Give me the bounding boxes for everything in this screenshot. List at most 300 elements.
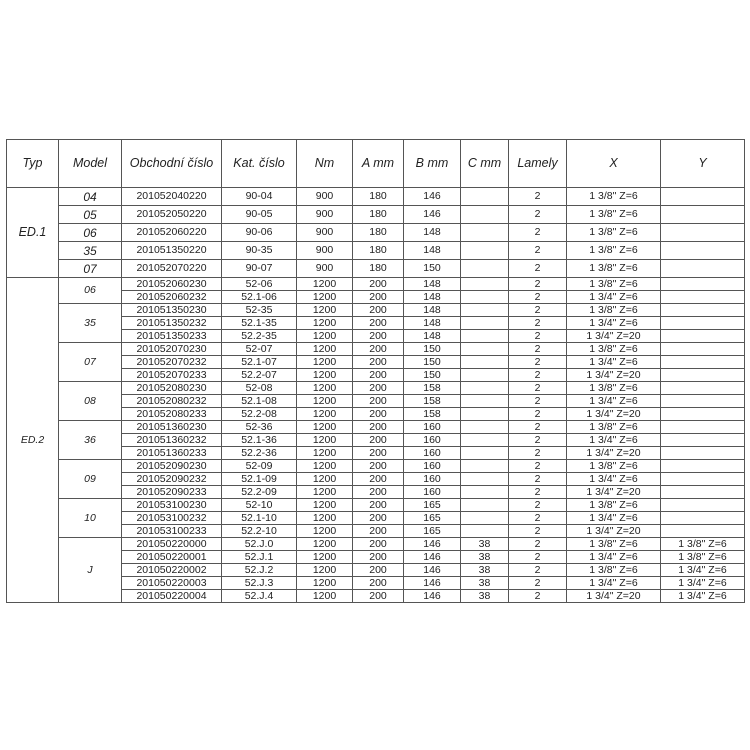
table-row	[7, 460, 745, 473]
cell-y	[661, 291, 745, 304]
header-model: Model	[59, 140, 122, 188]
cell-nm: 1200	[297, 512, 353, 525]
cell-x: 1 3/8" Z=6	[567, 304, 661, 317]
cell-c-mm	[461, 447, 509, 460]
cell-lamely: 2	[509, 447, 567, 460]
cell-obchodni-cislo: 201051360232	[122, 434, 222, 447]
cell-obchodni-cislo: 201052050220	[122, 206, 222, 224]
cell-kat-cislo: 52.1-07	[222, 356, 297, 369]
cell-lamely: 2	[509, 343, 567, 356]
model-cell: 36	[59, 421, 122, 460]
cell-kat-cislo: 52.2-35	[222, 330, 297, 343]
cell-a-mm: 200	[353, 551, 404, 564]
cell-x: 1 3/4" Z=20	[567, 330, 661, 343]
cell-b-mm: 160	[404, 473, 461, 486]
cell-x: 1 3/8" Z=6	[567, 278, 661, 291]
cell-nm: 1200	[297, 291, 353, 304]
cell-y	[661, 260, 745, 278]
cell-c-mm	[461, 499, 509, 512]
cell-a-mm: 200	[353, 421, 404, 434]
cell-y: 1 3/4" Z=6	[661, 577, 745, 590]
cell-y	[661, 304, 745, 317]
cell-c-mm	[461, 408, 509, 421]
cell-nm: 900	[297, 188, 353, 206]
cell-nm: 1200	[297, 499, 353, 512]
table-row	[7, 242, 745, 260]
cell-x: 1 3/4" Z=20	[567, 486, 661, 499]
cell-y	[661, 330, 745, 343]
cell-a-mm: 200	[353, 278, 404, 291]
cell-obchodni-cislo: 201051350233	[122, 330, 222, 343]
cell-y	[661, 460, 745, 473]
cell-y	[661, 382, 745, 395]
cell-a-mm: 200	[353, 369, 404, 382]
cell-b-mm: 146	[404, 551, 461, 564]
cell-nm: 1200	[297, 434, 353, 447]
cell-b-mm: 148	[404, 242, 461, 260]
cell-y	[661, 242, 745, 260]
cell-y: 1 3/8" Z=6	[661, 551, 745, 564]
cell-b-mm: 150	[404, 260, 461, 278]
cell-nm: 1200	[297, 525, 353, 538]
cell-nm: 1200	[297, 538, 353, 551]
header-b-mm: B mm	[404, 140, 461, 188]
cell-b-mm: 150	[404, 356, 461, 369]
table-row	[7, 421, 745, 434]
cell-obchodni-cislo: 201052090232	[122, 473, 222, 486]
cell-obchodni-cislo: 201052090233	[122, 486, 222, 499]
cell-lamely: 2	[509, 564, 567, 577]
cell-c-mm	[461, 434, 509, 447]
cell-lamely: 2	[509, 304, 567, 317]
cell-c-mm	[461, 395, 509, 408]
cell-lamely: 2	[509, 551, 567, 564]
cell-b-mm: 165	[404, 512, 461, 525]
table-row	[7, 499, 745, 512]
cell-b-mm: 158	[404, 408, 461, 421]
cell-b-mm: 146	[404, 564, 461, 577]
cell-y	[661, 369, 745, 382]
cell-b-mm: 148	[404, 291, 461, 304]
cell-kat-cislo: 52-35	[222, 304, 297, 317]
cell-a-mm: 180	[353, 188, 404, 206]
cell-obchodni-cislo: 201052080230	[122, 382, 222, 395]
model-cell: 35	[59, 304, 122, 343]
cell-c-mm	[461, 473, 509, 486]
cell-c-mm	[461, 356, 509, 369]
cell-a-mm: 200	[353, 395, 404, 408]
typ-cell: ED.2	[7, 278, 59, 603]
cell-obchodni-cislo: 201051360233	[122, 447, 222, 460]
cell-x: 1 3/4" Z=6	[567, 395, 661, 408]
cell-lamely: 2	[509, 330, 567, 343]
cell-lamely: 2	[509, 356, 567, 369]
cell-c-mm: 38	[461, 590, 509, 603]
cell-x: 1 3/4" Z=20	[567, 447, 661, 460]
cell-a-mm: 180	[353, 206, 404, 224]
cell-b-mm: 146	[404, 206, 461, 224]
cell-y	[661, 512, 745, 525]
cell-obchodni-cislo: 201050220000	[122, 538, 222, 551]
cell-x: 1 3/4" Z=20	[567, 590, 661, 603]
cell-x: 1 3/8" Z=6	[567, 242, 661, 260]
cell-y	[661, 343, 745, 356]
cell-lamely: 2	[509, 188, 567, 206]
cell-lamely: 2	[509, 421, 567, 434]
cell-x: 1 3/4" Z=6	[567, 291, 661, 304]
cell-a-mm: 200	[353, 590, 404, 603]
cell-lamely: 2	[509, 395, 567, 408]
model-cell: 06	[59, 224, 122, 242]
cell-y	[661, 473, 745, 486]
header-row	[7, 140, 745, 188]
spec-table-body	[7, 188, 745, 603]
cell-kat-cislo: 52.J.4	[222, 590, 297, 603]
cell-lamely: 2	[509, 369, 567, 382]
header-x: X	[567, 140, 661, 188]
model-cell: 05	[59, 206, 122, 224]
cell-b-mm: 148	[404, 304, 461, 317]
cell-obchodni-cislo: 201050220003	[122, 577, 222, 590]
cell-y	[661, 224, 745, 242]
cell-x: 1 3/4" Z=6	[567, 551, 661, 564]
cell-nm: 900	[297, 242, 353, 260]
cell-c-mm	[461, 525, 509, 538]
cell-nm: 1200	[297, 343, 353, 356]
cell-y: 1 3/4" Z=6	[661, 590, 745, 603]
cell-kat-cislo: 90-06	[222, 224, 297, 242]
table-row	[7, 304, 745, 317]
model-cell: 07	[59, 260, 122, 278]
cell-kat-cislo: 52.2-07	[222, 369, 297, 382]
cell-nm: 1200	[297, 382, 353, 395]
model-cell: 35	[59, 242, 122, 260]
cell-kat-cislo: 52.1-35	[222, 317, 297, 330]
cell-c-mm	[461, 304, 509, 317]
cell-lamely: 2	[509, 408, 567, 421]
cell-c-mm	[461, 460, 509, 473]
model-cell: 04	[59, 188, 122, 206]
cell-nm: 900	[297, 206, 353, 224]
cell-kat-cislo: 90-07	[222, 260, 297, 278]
table-row	[7, 206, 745, 224]
cell-kat-cislo: 52.2-10	[222, 525, 297, 538]
cell-nm: 1200	[297, 395, 353, 408]
cell-lamely: 2	[509, 382, 567, 395]
cell-x: 1 3/4" Z=6	[567, 356, 661, 369]
cell-lamely: 2	[509, 434, 567, 447]
cell-c-mm	[461, 330, 509, 343]
cell-x: 1 3/8" Z=6	[567, 421, 661, 434]
cell-kat-cislo: 52-10	[222, 499, 297, 512]
cell-kat-cislo: 52-07	[222, 343, 297, 356]
cell-b-mm: 148	[404, 330, 461, 343]
typ-cell: ED.1	[7, 188, 59, 278]
cell-a-mm: 200	[353, 499, 404, 512]
cell-x: 1 3/4" Z=20	[567, 369, 661, 382]
cell-a-mm: 200	[353, 408, 404, 421]
cell-obchodni-cislo: 201052060232	[122, 291, 222, 304]
cell-lamely: 2	[509, 499, 567, 512]
cell-kat-cislo: 52-06	[222, 278, 297, 291]
cell-y	[661, 447, 745, 460]
cell-obchodni-cislo: 201053100232	[122, 512, 222, 525]
header-y: Y	[661, 140, 745, 188]
cell-c-mm	[461, 278, 509, 291]
cell-nm: 900	[297, 224, 353, 242]
cell-a-mm: 200	[353, 512, 404, 525]
cell-a-mm: 200	[353, 447, 404, 460]
cell-a-mm: 180	[353, 242, 404, 260]
table-row	[7, 278, 745, 291]
cell-y	[661, 278, 745, 291]
cell-obchodni-cislo: 201052060220	[122, 224, 222, 242]
header-c-mm: C mm	[461, 140, 509, 188]
cell-obchodni-cislo: 201050220002	[122, 564, 222, 577]
cell-nm: 900	[297, 260, 353, 278]
model-cell: 10	[59, 499, 122, 538]
model-cell: 09	[59, 460, 122, 499]
cell-b-mm: 160	[404, 447, 461, 460]
header-a-mm: A mm	[353, 140, 404, 188]
cell-obchodni-cislo: 201050220001	[122, 551, 222, 564]
cell-a-mm: 180	[353, 260, 404, 278]
cell-lamely: 2	[509, 260, 567, 278]
cell-y	[661, 421, 745, 434]
cell-b-mm: 148	[404, 278, 461, 291]
table-row	[7, 260, 745, 278]
cell-nm: 1200	[297, 486, 353, 499]
cell-kat-cislo: 52.2-36	[222, 447, 297, 460]
cell-x: 1 3/4" Z=6	[567, 577, 661, 590]
cell-lamely: 2	[509, 473, 567, 486]
cell-obchodni-cislo: 201052080232	[122, 395, 222, 408]
cell-a-mm: 200	[353, 382, 404, 395]
cell-nm: 1200	[297, 356, 353, 369]
cell-x: 1 3/8" Z=6	[567, 382, 661, 395]
cell-obchodni-cislo: 201052070230	[122, 343, 222, 356]
cell-kat-cislo: 52.J.1	[222, 551, 297, 564]
cell-nm: 1200	[297, 447, 353, 460]
header-lamely: Lamely	[509, 140, 567, 188]
table-row	[7, 188, 745, 206]
cell-x: 1 3/8" Z=6	[567, 460, 661, 473]
cell-a-mm: 200	[353, 330, 404, 343]
cell-lamely: 2	[509, 577, 567, 590]
cell-c-mm: 38	[461, 538, 509, 551]
table-row	[7, 343, 745, 356]
cell-lamely: 2	[509, 278, 567, 291]
cell-b-mm: 160	[404, 434, 461, 447]
cell-obchodni-cislo: 201052070232	[122, 356, 222, 369]
cell-c-mm	[461, 382, 509, 395]
cell-x: 1 3/8" Z=6	[567, 538, 661, 551]
cell-lamely: 2	[509, 291, 567, 304]
cell-nm: 1200	[297, 317, 353, 330]
cell-nm: 1200	[297, 330, 353, 343]
cell-nm: 1200	[297, 421, 353, 434]
cell-y	[661, 486, 745, 499]
cell-kat-cislo: 52.1-10	[222, 512, 297, 525]
header-nm: Nm	[297, 140, 353, 188]
cell-b-mm: 158	[404, 395, 461, 408]
cell-kat-cislo: 90-05	[222, 206, 297, 224]
cell-obchodni-cislo: 201052080233	[122, 408, 222, 421]
cell-x: 1 3/8" Z=6	[567, 206, 661, 224]
table-row	[7, 538, 745, 551]
cell-a-mm: 200	[353, 434, 404, 447]
cell-nm: 1200	[297, 408, 353, 421]
cell-nm: 1200	[297, 304, 353, 317]
cell-x: 1 3/8" Z=6	[567, 260, 661, 278]
cell-b-mm: 165	[404, 525, 461, 538]
cell-a-mm: 200	[353, 473, 404, 486]
cell-y: 1 3/4" Z=6	[661, 564, 745, 577]
cell-b-mm: 150	[404, 369, 461, 382]
cell-nm: 1200	[297, 369, 353, 382]
cell-lamely: 2	[509, 486, 567, 499]
cell-y: 1 3/8" Z=6	[661, 538, 745, 551]
cell-lamely: 2	[509, 590, 567, 603]
cell-y	[661, 395, 745, 408]
cell-lamely: 2	[509, 224, 567, 242]
cell-a-mm: 200	[353, 317, 404, 330]
cell-kat-cislo: 52.2-09	[222, 486, 297, 499]
cell-y	[661, 408, 745, 421]
cell-lamely: 2	[509, 206, 567, 224]
cell-nm: 1200	[297, 460, 353, 473]
cell-c-mm	[461, 343, 509, 356]
cell-obchodni-cislo: 201052040220	[122, 188, 222, 206]
cell-x: 1 3/8" Z=6	[567, 224, 661, 242]
header-typ: Typ	[7, 140, 59, 188]
cell-x: 1 3/8" Z=6	[567, 499, 661, 512]
cell-obchodni-cislo: 201050220004	[122, 590, 222, 603]
table-row	[7, 382, 745, 395]
cell-obchodni-cislo: 201052060230	[122, 278, 222, 291]
header-kat-cislo: Kat. číslo	[222, 140, 297, 188]
cell-c-mm	[461, 421, 509, 434]
cell-c-mm	[461, 512, 509, 525]
cell-c-mm: 38	[461, 551, 509, 564]
cell-kat-cislo: 52.1-08	[222, 395, 297, 408]
cell-kat-cislo: 52.J.2	[222, 564, 297, 577]
cell-kat-cislo: 52.J.0	[222, 538, 297, 551]
cell-y	[661, 188, 745, 206]
cell-obchodni-cislo: 201053100233	[122, 525, 222, 538]
cell-a-mm: 180	[353, 224, 404, 242]
cell-x: 1 3/4" Z=6	[567, 317, 661, 330]
cell-a-mm: 200	[353, 577, 404, 590]
cell-a-mm: 200	[353, 304, 404, 317]
cell-a-mm: 200	[353, 564, 404, 577]
cell-lamely: 2	[509, 242, 567, 260]
cell-lamely: 2	[509, 460, 567, 473]
cell-c-mm: 38	[461, 564, 509, 577]
cell-x: 1 3/4" Z=6	[567, 512, 661, 525]
cell-x: 1 3/8" Z=6	[567, 343, 661, 356]
cell-obchodni-cislo: 201052070220	[122, 260, 222, 278]
cell-b-mm: 160	[404, 421, 461, 434]
cell-a-mm: 200	[353, 356, 404, 369]
cell-c-mm	[461, 242, 509, 260]
cell-a-mm: 200	[353, 525, 404, 538]
cell-x: 1 3/4" Z=20	[567, 408, 661, 421]
header-obchodni-cislo: Obchodní číslo	[122, 140, 222, 188]
cell-b-mm: 148	[404, 224, 461, 242]
cell-lamely: 2	[509, 512, 567, 525]
cell-kat-cislo: 52-09	[222, 460, 297, 473]
cell-y	[661, 317, 745, 330]
cell-kat-cislo: 90-04	[222, 188, 297, 206]
table-row	[7, 224, 745, 242]
model-cell: 07	[59, 343, 122, 382]
cell-x: 1 3/4" Z=20	[567, 525, 661, 538]
cell-a-mm: 200	[353, 291, 404, 304]
cell-lamely: 2	[509, 525, 567, 538]
model-cell: J	[59, 538, 122, 603]
cell-b-mm: 158	[404, 382, 461, 395]
cell-c-mm: 38	[461, 577, 509, 590]
cell-nm: 1200	[297, 551, 353, 564]
cell-nm: 1200	[297, 473, 353, 486]
cell-obchodni-cislo: 201052090230	[122, 460, 222, 473]
cell-c-mm	[461, 317, 509, 330]
cell-obchodni-cislo: 201051360230	[122, 421, 222, 434]
cell-b-mm: 150	[404, 343, 461, 356]
cell-b-mm: 160	[404, 486, 461, 499]
cell-b-mm: 146	[404, 590, 461, 603]
cell-obchodni-cislo: 201051350232	[122, 317, 222, 330]
cell-obchodni-cislo: 201051350230	[122, 304, 222, 317]
cell-c-mm	[461, 188, 509, 206]
cell-kat-cislo: 52.J.3	[222, 577, 297, 590]
cell-nm: 1200	[297, 564, 353, 577]
cell-nm: 1200	[297, 278, 353, 291]
model-cell: 06	[59, 278, 122, 304]
cell-c-mm	[461, 260, 509, 278]
spec-table	[6, 139, 745, 603]
cell-lamely: 2	[509, 317, 567, 330]
cell-b-mm: 165	[404, 499, 461, 512]
cell-y	[661, 206, 745, 224]
cell-kat-cislo: 52.1-06	[222, 291, 297, 304]
cell-obchodni-cislo: 201051350220	[122, 242, 222, 260]
cell-b-mm: 146	[404, 538, 461, 551]
cell-a-mm: 200	[353, 343, 404, 356]
cell-x: 1 3/4" Z=6	[567, 434, 661, 447]
cell-nm: 1200	[297, 590, 353, 603]
cell-y	[661, 525, 745, 538]
cell-x: 1 3/4" Z=6	[567, 473, 661, 486]
cell-c-mm	[461, 291, 509, 304]
cell-c-mm	[461, 369, 509, 382]
cell-x: 1 3/8" Z=6	[567, 188, 661, 206]
cell-c-mm	[461, 224, 509, 242]
cell-y	[661, 434, 745, 447]
cell-a-mm: 200	[353, 460, 404, 473]
cell-b-mm: 146	[404, 188, 461, 206]
cell-a-mm: 200	[353, 486, 404, 499]
cell-obchodni-cislo: 201052070233	[122, 369, 222, 382]
cell-obchodni-cislo: 201053100230	[122, 499, 222, 512]
cell-c-mm	[461, 486, 509, 499]
cell-c-mm	[461, 206, 509, 224]
cell-x: 1 3/8" Z=6	[567, 564, 661, 577]
cell-b-mm: 148	[404, 317, 461, 330]
cell-b-mm: 160	[404, 460, 461, 473]
model-cell: 08	[59, 382, 122, 421]
